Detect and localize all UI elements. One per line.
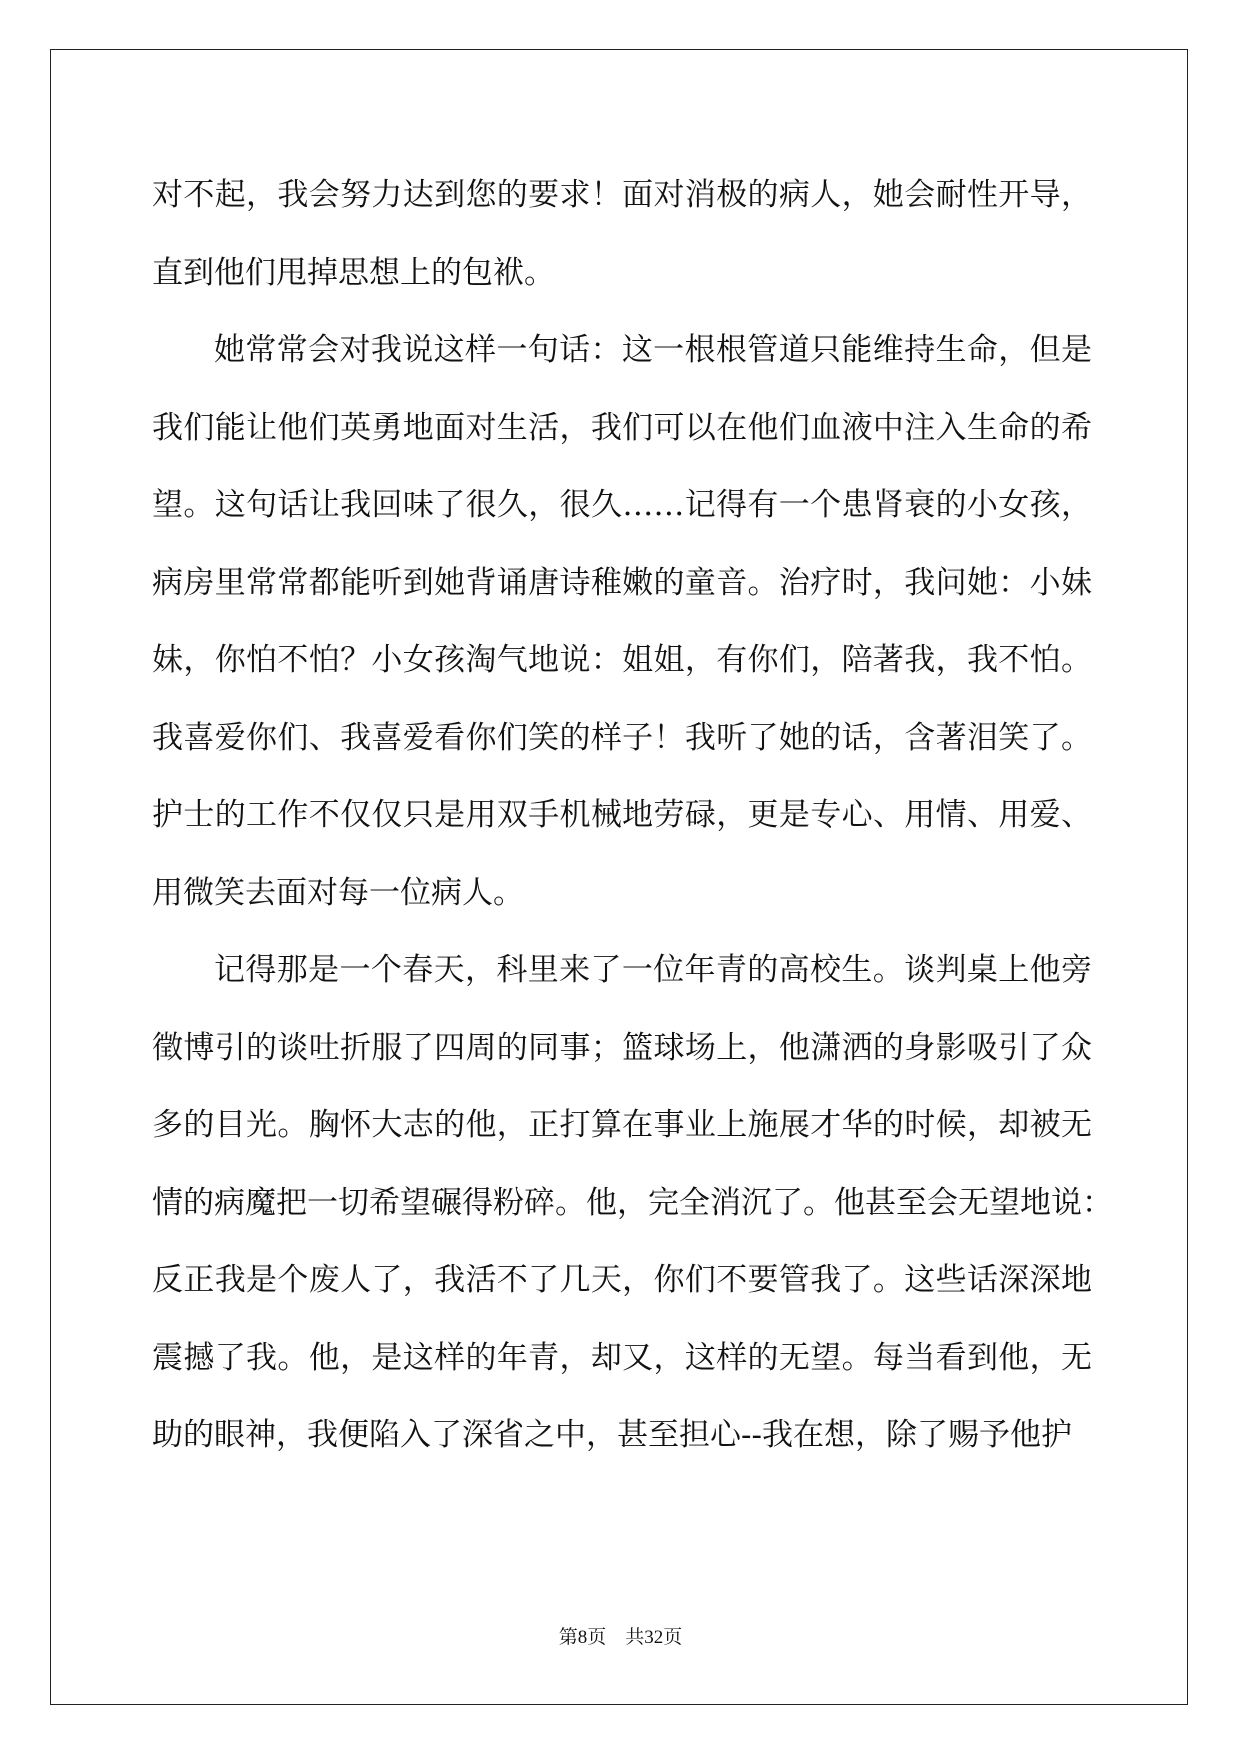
document-body <box>152 157 1113 1475</box>
page-number: 第8页 <box>558 1627 607 1648</box>
page-footer <box>0 1622 1241 1649</box>
paragraph <box>152 157 1092 312</box>
text-line: 妹，你怕不怕？小女孩淘气地说：姐姐，有你们，陪著我，我不怕。 <box>152 642 1092 678</box>
text-line: 我们能让他们英勇地面对生活，我们可以在他们血液中注入生命的希 <box>152 409 1092 446</box>
text-line: 用微笑去面对每一位病人。 <box>152 874 524 911</box>
text-line: 对不起，我会努力达到您的要求！面对消极的病人，她会耐性开导， <box>152 177 1092 213</box>
text-line: 情的病魔把一切希望碾得粉碎。他，完全消沉了。他甚至会无望地说： <box>152 1184 1113 1221</box>
text-line: 直到他们甩掉思想上的包袱。 <box>152 254 555 291</box>
text-line: 助的眼神，我便陷入了深省之中，甚至担心--我在想，除了赐予他护 <box>152 1417 1072 1453</box>
text-line: 反正我是个废人了，我活不了几天，你们不要管我了。这些话深深地 <box>152 1262 1092 1298</box>
text-line: 徵博引的谈吐折服了四周的同事；篮球场上，他潇洒的身影吸引了众 <box>152 1029 1092 1066</box>
paragraph <box>152 312 1092 932</box>
text-line: 记得那是一个春天，科里来了一位年青的高校生。谈判桌上他旁 <box>214 952 1092 988</box>
text-line: 望。这句话让我回味了很久，很久……记得有一个患肾衰的小女孩， <box>152 487 1092 523</box>
text-line: 护士的工作不仅仅只是用双手机械地劳碌，更是专心、用情、用爱、 <box>152 797 1092 833</box>
text-line: 病房里常常都能听到她背诵唐诗稚嫩的童音。治疗时，我问她：小妹 <box>152 564 1092 601</box>
paragraph <box>152 932 1113 1475</box>
page-total: 共32页 <box>625 1627 683 1648</box>
text-line: 震撼了我。他，是这样的年青，却又，这样的无望。每当看到他，无 <box>152 1339 1092 1376</box>
text-line: 我喜爱你们、我喜爱看你们笑的样子！我听了她的话，含著泪笑了。 <box>152 719 1092 756</box>
text-line: 多的目光。胸怀大志的他，正打算在事业上施展才华的时候，却被无 <box>152 1107 1092 1143</box>
text-line: 她常常会对我说这样一句话：这一根根管道只能维持生命，但是 <box>214 332 1092 368</box>
